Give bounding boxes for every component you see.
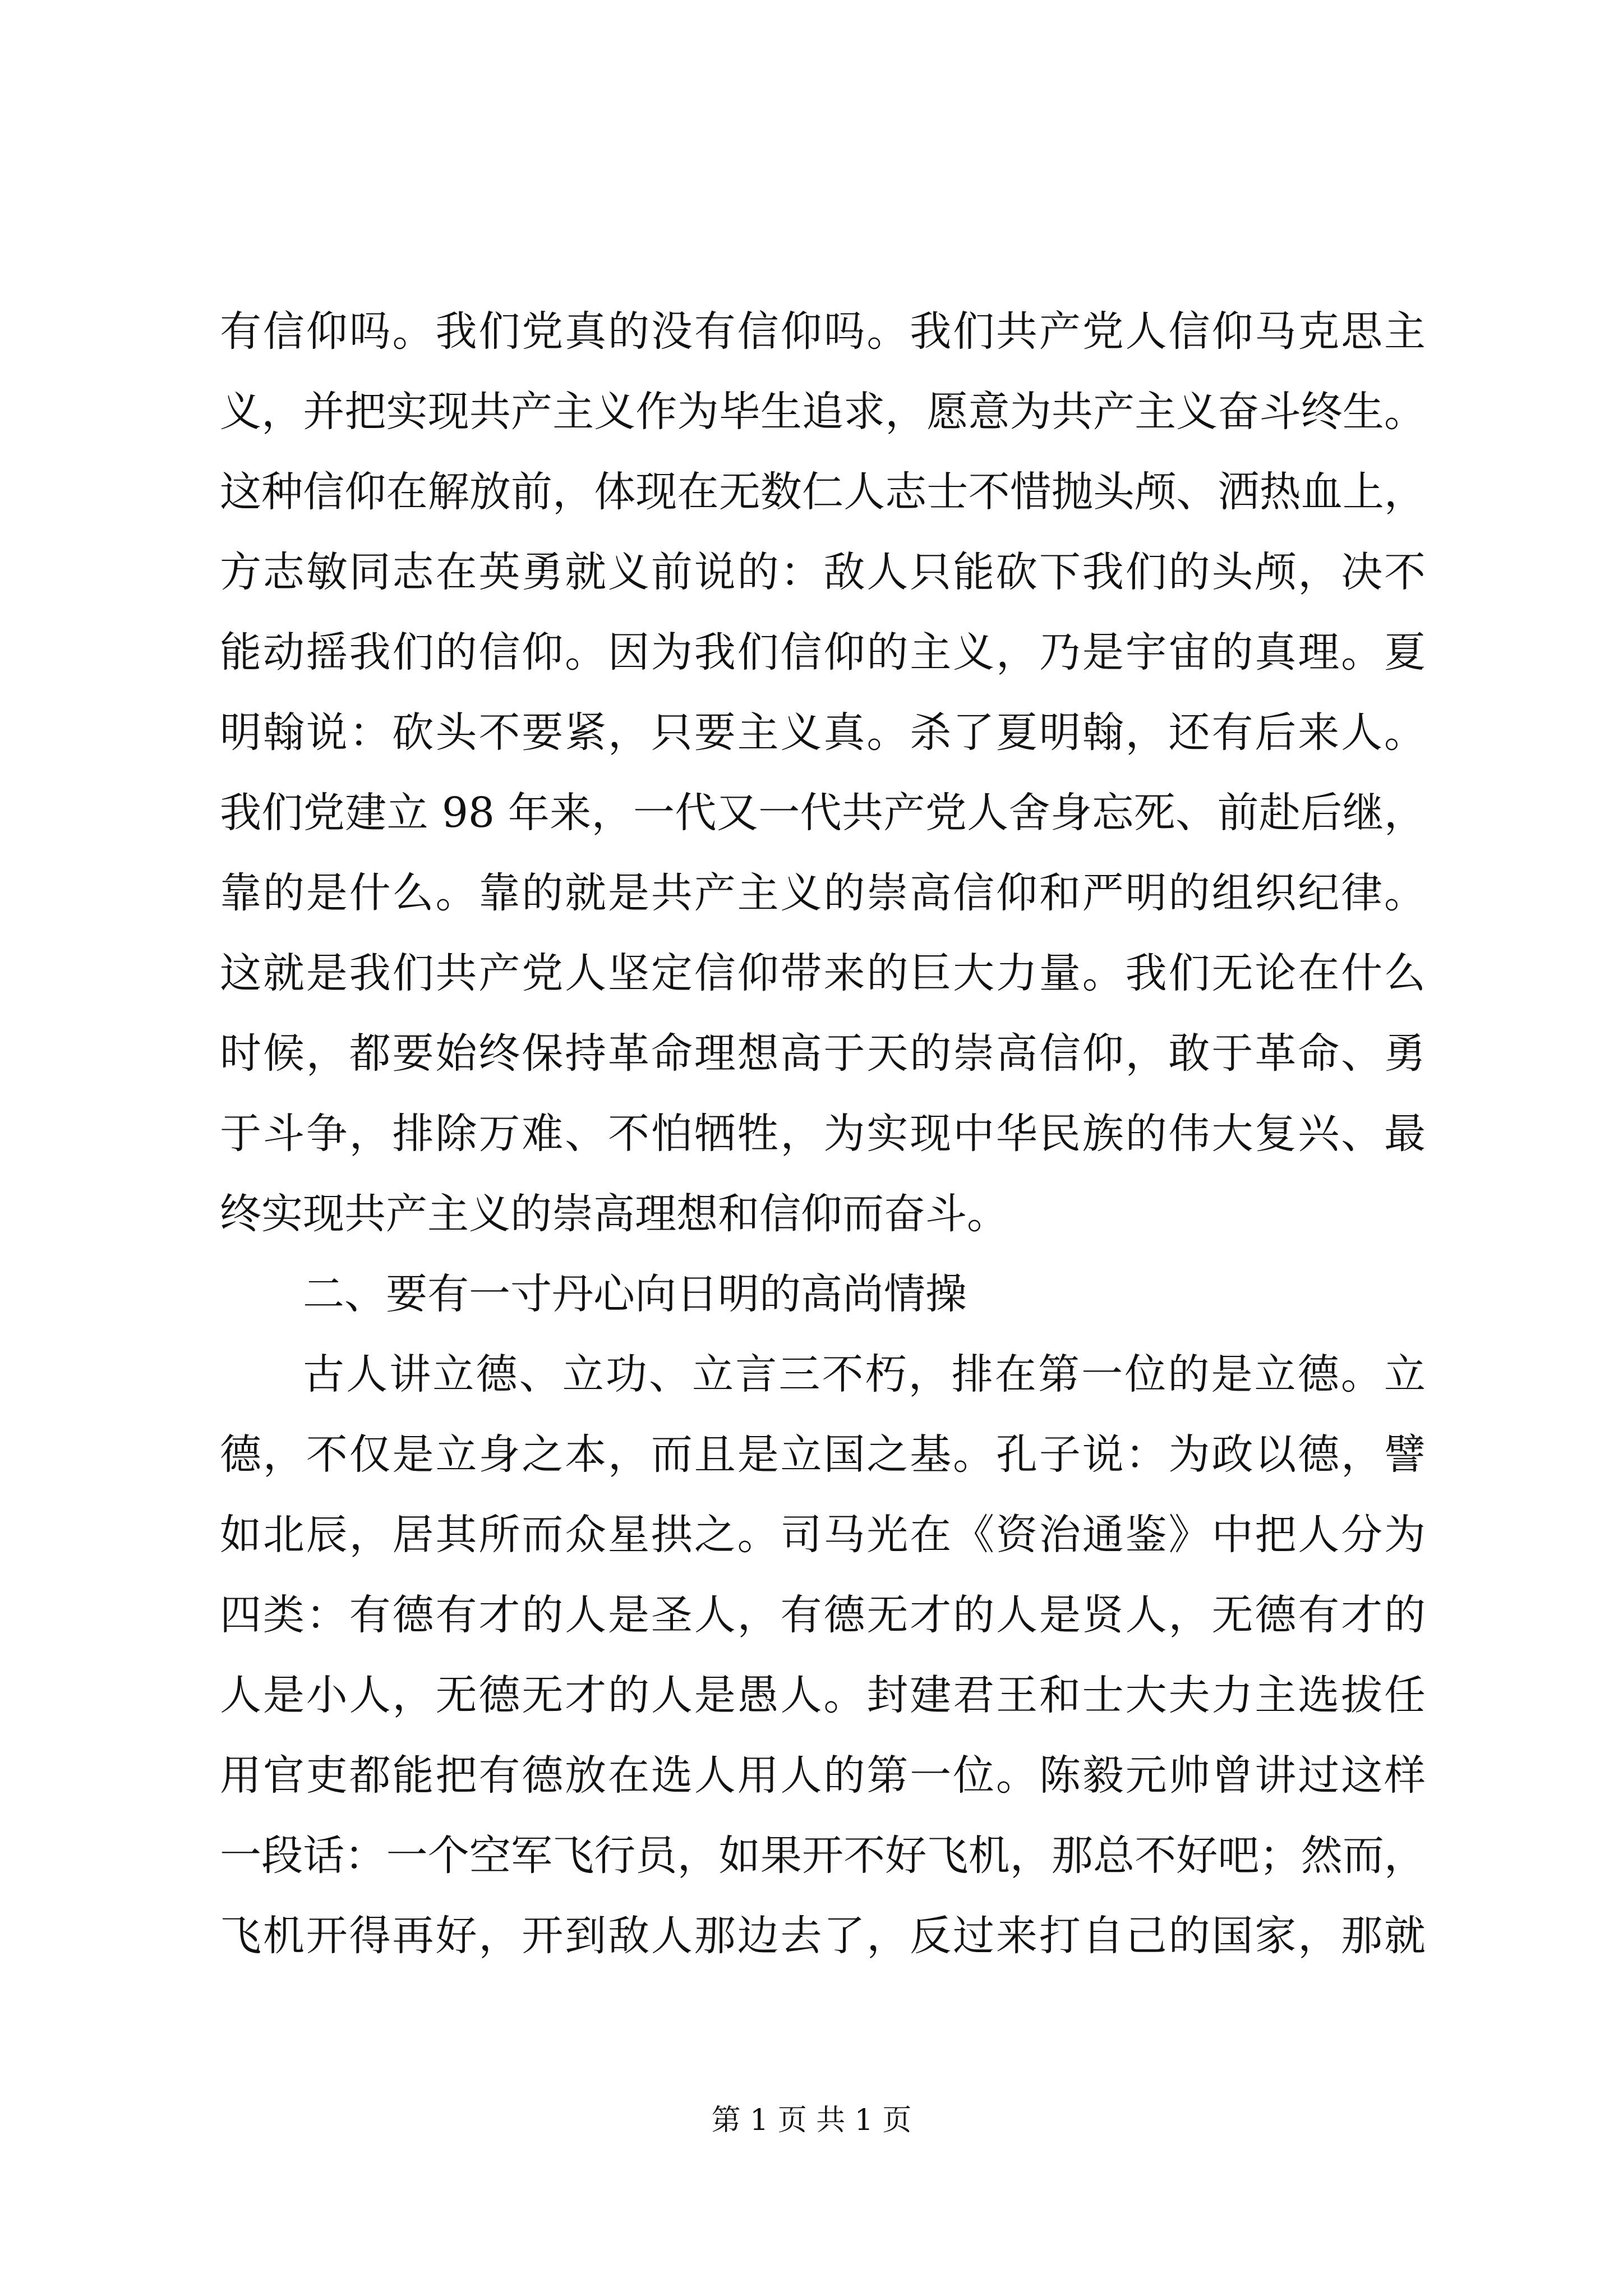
section-heading: 二、要有一寸丹心向日明的高尚情操	[303, 1270, 967, 1318]
text-line: 义，并把实现共产主义作为毕生追求，愿意为共产主义奋斗终生。	[220, 388, 1426, 436]
text-line: 我们党建立 98 年来，一代又一代共产党人舍身忘死、前赴后继，	[220, 789, 1426, 837]
text-line: 终实现共产主义的崇高理想和信仰而奋斗。	[220, 1190, 1008, 1238]
text-line: 时候，都要始终保持革命理想高于天的崇高信仰，敢于革命、勇	[220, 1029, 1426, 1078]
text-line: 一段话：一个空军飞行员，如果开不好飞机，那总不好吧；然而，	[220, 1832, 1426, 1880]
text-line: 用官吏都能把有德放在选人用人的第一位。陈毅元帅曾讲过这样	[220, 1751, 1426, 1800]
text-line: 古人讲立德、立功、立言三不朽，排在第一位的是立德。立	[303, 1350, 1426, 1398]
text-line: 人是小人，无德无才的人是愚人。封建君王和士大夫力主选拔任	[220, 1671, 1426, 1719]
text-line: 德，不仅是立身之本，而且是立国之基。孔子说：为政以德，譬	[220, 1430, 1426, 1479]
text-line: 这种信仰在解放前，体现在无数仁人志士不惜抛头颅、洒热血上，	[220, 468, 1426, 516]
text-line: 这就是我们共产党人坚定信仰带来的巨大力量。我们无论在什么	[220, 949, 1426, 997]
text-line: 能动摇我们的信仰。因为我们信仰的主义，乃是宇宙的真理。夏	[220, 628, 1426, 677]
text-line: 四类：有德有才的人是圣人，有德无才的人是贤人，无德有才的	[220, 1591, 1426, 1639]
text-line: 于斗争，排除万难、不怕牺牲，为实现中华民族的伟大复兴、最	[220, 1110, 1426, 1158]
text-line: 飞机开得再好，开到敌人那边去了，反过来打自己的国家，那就	[220, 1912, 1426, 1960]
text-line: 方志敏同志在英勇就义前说的：敌人只能砍下我们的头颅，决不	[220, 548, 1426, 596]
page-footer: 第 1 页 共 1 页	[711, 2104, 912, 2137]
text-line: 明翰说：砍头不要紧，只要主义真。杀了夏明翰，还有后来人。	[220, 708, 1426, 757]
text-line: 如北辰，居其所而众星拱之。司马光在《资治通鉴》中把人分为	[220, 1511, 1426, 1559]
text-line: 靠的是什么。靠的就是共产主义的崇高信仰和严明的组织纪律。	[220, 869, 1426, 917]
body-text	[220, 292, 1426, 1976]
text-line: 有信仰吗。我们党真的没有信仰吗。我们共产党人信仰马克思主	[220, 307, 1426, 356]
